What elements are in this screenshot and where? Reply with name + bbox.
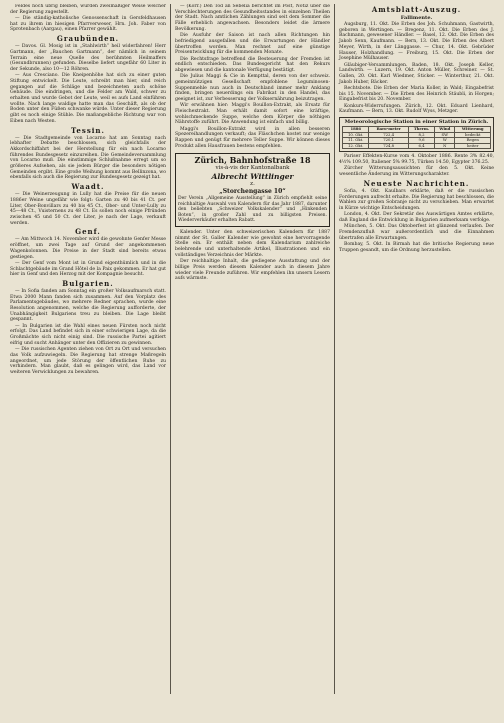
meteo-box bbox=[339, 117, 494, 152]
table-cell: 10. Okt. bbox=[343, 132, 369, 138]
table-row bbox=[343, 143, 491, 149]
section-heading: Amtsblatt-Auszug. bbox=[371, 5, 462, 14]
meteo-table bbox=[342, 126, 491, 149]
table-cell: W bbox=[435, 138, 455, 144]
section-heading: Bulgarien. bbox=[62, 278, 114, 288]
paragraph: Rechtsbote. Die Erben der Maria Koller, in Wald; Eingabefrist bis 15. November. — Die Erben des Heinrich Stäubli, in Horgen; Eingabefrist bis 20. November. bbox=[339, 85, 494, 103]
meteo-title: Meteorologische Station in einer Station in Zürich. bbox=[344, 119, 489, 126]
table-cell: 11. Okt. bbox=[343, 138, 369, 144]
ad-name: Albrecht Wittlinger bbox=[211, 171, 294, 181]
table-cell: N bbox=[435, 143, 455, 149]
section-heading: Genf. bbox=[75, 227, 101, 237]
paragraph: München, 5. Okt. Das Oktoberfest ist glänzend verlaufen. Der Fremdenzufluß war außerordentlich und die Einnahmen übertrafen alle Erwartungen. bbox=[339, 224, 494, 241]
table-cell: heiter bbox=[455, 143, 491, 149]
table-cell: 8,2 bbox=[408, 132, 434, 138]
section-heading: Graubünden. bbox=[56, 34, 120, 44]
ad-subtitle: „Storchengasse 10“ bbox=[219, 188, 286, 196]
table-cell: Regen bbox=[455, 138, 491, 144]
section-heading: Tessin. bbox=[71, 125, 105, 135]
table-header: 1886 bbox=[343, 127, 369, 133]
paragraph: — Am Mittwoch 14. November wird die gewohnte Genfer Messe eröffnet, um zwei Tage auf Grund der angekommenen Wagenkolonnen. Die Preise in der Stadt sind bereits etwas gestiegen. bbox=[10, 237, 166, 260]
paragraph: Wir erwähnen hier: Maggi's Bouillon-Extrakt, als Ersatz für Fleischextrakt. Man erhält damit sofort eine kräftige, wohlschmeckende Suppe, welche dem Körper die nöthigen Nährstoffe zuführt. Die Anwendung ist einfach und billig. bbox=[175, 103, 330, 126]
paragraph: — In Sofia fanden am Sonntag ein großer Volksaufmarsch statt. Etwa 2000 Mann fanden sich zusammen. Auf den Vorplatz des Parlamentsgebäudes, wo mehrere Redner sprachen, wurde eine Resolution angenommen, welche die Regierung aufforderte, der Unabhängigkeit Bulgariens treu zu bleiben. Die Lage bleibt gespannt. bbox=[10, 288, 166, 323]
paragraph: Pariser Effekten-Kurse vom 4. Oktober 1886. Rente 3% 82.40, 4½% 109.50, Italiener 5% 99.75, Türken 14.50, Egypter 376.25. bbox=[339, 154, 494, 166]
table-cell: 12. Okt. bbox=[343, 143, 369, 149]
paragraph: Die Ausfuhr der Saison ist nach allen Richtungen hin befriedigend ausgefallen und die Erwartungen der Händler übertroffen worden. Man rechnet auf eine günstige Preisentwicklung für die kommenden Monate. bbox=[175, 33, 330, 56]
paragraph: Konkurs-Widerrufungen. Zürich, 12. Okt. Eduard Lienhard, Kaufmann. — Bern, 13. Okt. Rudolf Wyss, Metzger. bbox=[339, 103, 494, 115]
paragraph: Kalender. Unter den schweizerischen Kalendern für 1887 nimmt der St. Galler Kalender wie gewohnt eine hervorragende Stelle ein. Er enthält neben dem Kalendarium zahlreiche belehrende und unterhaltende Artikel, Illustrationen und ein vollständiges Verzeichnis der Märkte. bbox=[175, 230, 330, 258]
section-heading: Waadt. bbox=[71, 182, 105, 192]
table-header: Baro-meter bbox=[369, 127, 408, 133]
table-cell: 720,1 bbox=[369, 138, 408, 144]
paragraph: Bombay, 5. Okt. In Birmah hat die britische Regierung neue Truppen gesandt, um die Ordnung herzustellen. bbox=[339, 241, 494, 253]
paragraph: Feldes noch übrig bleiben, wurden zweimäßiger Weise welcher der Regierung zugestellt. bbox=[10, 4, 166, 15]
paragraph: Sofia, 4. Okt. Kaulbars erklärte, daß er die russischen Forderungen aufrecht erhalte. Die Regierung hat beschlossen, die Wahlen zur großen Sobranje nicht zu verschieben. Man erwartet in Kürze wichtige Entscheidungen. bbox=[339, 188, 494, 211]
ad-line: z. bbox=[250, 180, 255, 187]
paragraph: Die Rechtsfrage betreffend die Besteuerung der Fremden ist endlich entschieden. Das Bundesgericht hat den Rekurs abgewiesen und die kantonale Verfügung bestätigt. bbox=[175, 56, 330, 73]
paragraph: — Die Stadtgemeinde von Locarno hat am Sonntag nach lebhafter Debatte beschlossen, sich gleichfalls der Akkordschiffahrt bei der Herstellung für ein nach Locarno führendes Bundesgesetz einzureihen. Die Gemeindeversammlung von Locarno muß. Die einstimmige Schlußnahme erregt um so größeres Aufsehen, als sie jedem Bürger die besonders nötigen Gemeinden ergibt. Eine große Weihung kommt aus Bellinzona, wo ebenfalls sich auch die Regierung zur Bundesgesetz gezeigt hat. bbox=[10, 135, 166, 181]
paragraph: — Die ständig-katholische Genossenschaft in Gersfeldhausen hat zu ihrem im hiesigen Pfarrverweser, Hrn. Joh. Faber von Sprotenbach (Aargau), einen Pfarrer gewählt. bbox=[10, 16, 166, 33]
paragraph: — Der Genf vom Mont ist in Grund eigenthümlich und in die Schlachtgebäude im Grand Hôtel de la Paix gekommen. Er hat gut hier in Genf und den Herzog mit der Kompagnie besucht. bbox=[10, 260, 166, 278]
columns bbox=[6, 4, 499, 694]
subheading: Fallimente. bbox=[400, 15, 433, 21]
ad-title: Zürich, Bahnhofstraße 18 bbox=[194, 154, 311, 165]
section-heading: Neueste Nachrichten. bbox=[363, 178, 470, 188]
table-header: Therm. bbox=[408, 127, 434, 133]
table-cell: 9,6 bbox=[408, 138, 434, 144]
paragraph: Augsburg, 11. Okt. Die Erben des Joh. Schuhmann, Gastwirth, geboren in Wertingen. — Bregenz, 11. Okt. Die Erben des J. Bachmann, gewesener Händler. — Basel, 12. Okt. Die Erben des Jakob Senn, Kaufmann. — Bern, 13. Okt. Die Erben des Albert Meyer, Wirth, in der Länggasse. — Chur, 14. Okt. Gebrüder Hauser, Holzhandlung. — Freiburg, 15. Okt. Die Erben der Josephine Mülhauser. bbox=[339, 22, 494, 62]
table-cell: 724,8 bbox=[369, 143, 408, 149]
paragraph: — Aus Cresciano. Die Kneipenhöhe hat sich zu einer guten Stiftung entwickelt. Die Leute, schreibt man hier, sind reich gegangen auf die Schläge und bezeichneten auch schöne Gebäude. Die eindringen, und die Felder am Wald, schwer zu erhalten und wurde Gebot der Leute, weil es aufs Land einführen wollte. Nach lange waldige hatte man das Geschäft, als ob der Boden unter den Füßen schwanke würde. Unter dieser Regierung gibt es noch einige Stühle. Die maßangebliche Richtung war von Eiben nach Westen. bbox=[10, 73, 166, 124]
table-cell: SW bbox=[435, 132, 455, 138]
column-2 bbox=[170, 4, 334, 694]
table-cell: 722,4 bbox=[369, 132, 408, 138]
paragraph: — Davos. Gl. Mosig ist in „Stahlwirth“ heil widerfahren! Herr Gartmann, der „Bauchen Gartmann“, der nämlich in seinem Terrain eine neue Quelle des berühmten Heilmaffers (Gesundbrunnen) gefunden. Dieselbe liefert ungefähr 60 Liter in der Sekunde, also 10—12 Röhren. bbox=[10, 44, 166, 72]
paragraph: Die Julius Maggi & Cie in Kempttal, deren von der schweiz. gemeinnützigen Gesellschaft empfohlene Leguminosen-Suppenmehle nun auch in Deutschland immer mehr Anklang finden, bringen neuerdings ein Fabrikat in den Handel, das geeignet ist, zur Verbesserung der Volksernährung beizutragen. bbox=[175, 74, 330, 103]
column-1 bbox=[6, 4, 170, 694]
table-cell: bedeckt bbox=[455, 132, 491, 138]
paragraph: Zürcher Witterungsaussichten für den 5. Okt. Keine wesentliche Änderung im Witterungscharakter. bbox=[339, 166, 494, 178]
table-header: Wind bbox=[435, 127, 455, 133]
paragraph: London, 4. Okt. Der Sekretär des Auswärtigen Amtes erklärte, daß England die Entwicklung in Bulgarien aufmerksam verfolge. bbox=[339, 212, 494, 223]
paragraph: — (Korr.) Den Tod an Sebelia berichtet im Post, Notiz über die Verschlechterungen des Gesundheitsstandes in einzelnen Theilen der Stadt. Nach amtlichen Zählungen sind seit dem Sommer die Fälle erheblich angewachsen. Besonders leidet die ärmere Bevölkerung. bbox=[175, 4, 330, 32]
paragraph: — In Bulgarien ist die Wahl eines neuen Fürsten noch nicht erfolgt. Das Land befindet sich in einer schwierigen Lage, da die Großmächte sich nicht einig sind. Die russische Partei agitiert eifrig und sucht Anhänger unter den Offizieren zu gewinnen. bbox=[10, 323, 166, 346]
table-cell: 6,4 bbox=[408, 143, 434, 149]
paragraph: Maggi's Bouillon-Extrakt wird in allen besseren Spezereihandlungen verkauft; das Fläschchen kostet nur wenige Rappen und genügt für mehrere Teller Suppe. Wir können dieses Produkt allen Hausfrauen bestens empfehlen. bbox=[175, 126, 330, 149]
ad-line: vis-à-vis der Kantonalbank bbox=[215, 165, 290, 172]
table-header: Witterung bbox=[455, 127, 491, 133]
paragraph: Gläubiger-Versammlungen. Baden, 18. Okt. Joseph Keller, Landwirth. — Luzern, 19. Okt. Anton Müller, Schreiner. — St. Gallen, 20. Okt. Karl Wiedmer, Sticker. — Winterthur, 21. Okt. Jakob Huber, Bäcker. bbox=[339, 62, 494, 85]
paragraph: — Die russischen Agenten ziehen von Ort zu Ort und versuchen das Volk aufzuwiegeln. Die Regierung hat strenge Maßregeln angeordnet, um jede Störung der öffentlichen Ruhe zu verhindern. Man glaubt, daß es gelingen wird, das Land vor weiteren Verwicklungen zu bewahren. bbox=[10, 347, 166, 375]
ad-body: Der Verein „Allgemeine Ausstellung“ in Zürich empfiehlt seine reichhaltige Auswahl von Kalendern für das Jahr 1887, darunter den beliebten „Schweizer Volkskalender“ und „Hinkenden Boten“, in großer Zahl und zu billigsten Preisen. Wiederverkäufer erhalten Rabatt. bbox=[178, 196, 327, 224]
column-3 bbox=[334, 4, 498, 694]
paragraph: — Die Weinerzeugung in Lully hat die Preise für die neuen 1886er Weine ungefähr wie folgt: Garten zu 40 bis 41 Ct. per Liter, Ober-Bonvillars zu 40 bis 45 Ct., Ober- und Unter-Lully zu 45—48 Ct., Vuisternens zu 48 Ct. Es sollen noch einige Pfründen zwischen 45 und 50 Ct. der Liter, je nach der Lage, verkauft werden. bbox=[10, 192, 166, 226]
advertisement-box bbox=[175, 153, 330, 227]
paragraph: Der reichhaltige Inhalt, die gediegene Ausstattung und der billige Preis werden diesem Kalender auch in diesem Jahre wieder viele Freunde zuführen. Wir empfehlen ihn unsern Lesern aufs wärmste. bbox=[175, 259, 330, 282]
